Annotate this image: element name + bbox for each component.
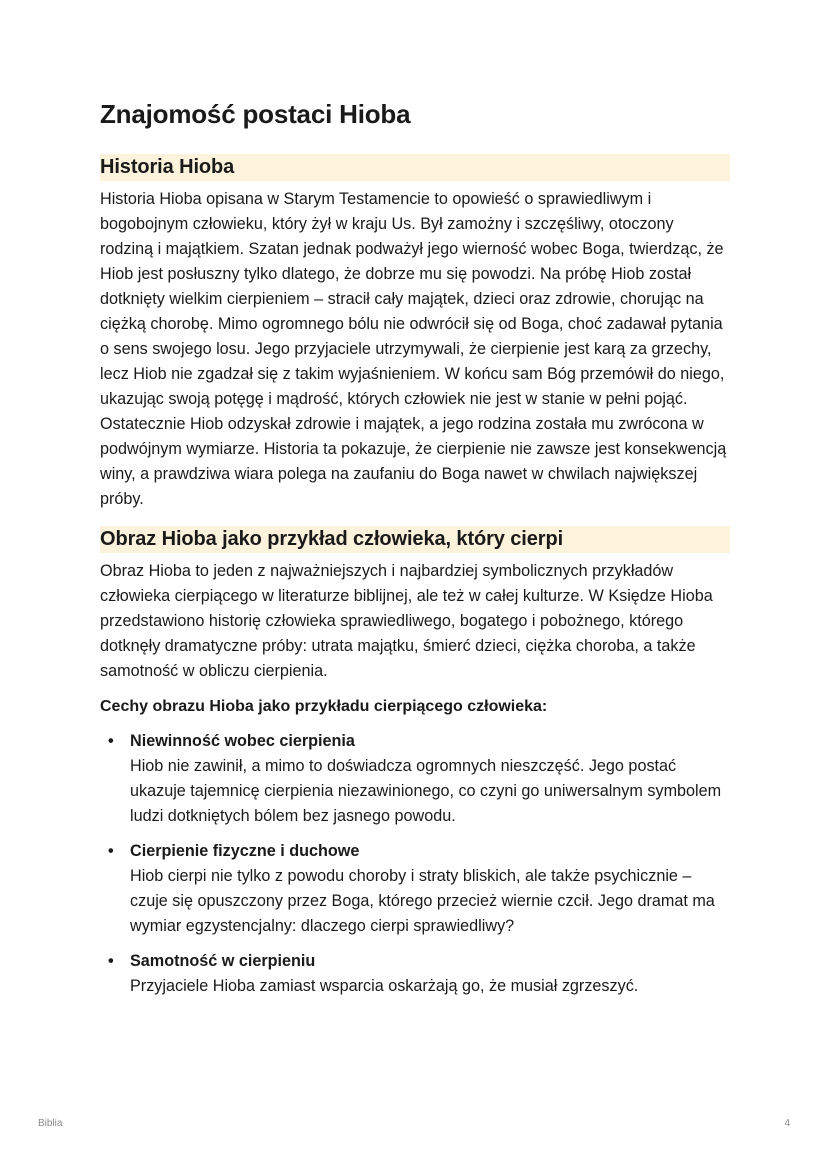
- section-heading: Historia Hioba: [100, 154, 730, 181]
- list-item-desc: Przyjaciele Hioba zamiast wsparcia oskarżają go, że musiał zgrzeszyć.: [130, 977, 639, 995]
- section-historia: [100, 154, 730, 512]
- section-heading: Obraz Hioba jako przykład człowieka, który cierpi: [100, 526, 730, 553]
- list-item: [108, 949, 730, 999]
- list-item-title: Samotność w cierpieniu: [130, 952, 316, 970]
- bullet-icon: •: [108, 842, 114, 860]
- page-title: Znajomość postaci Hioba: [100, 99, 411, 129]
- list-item-desc: Hiob cierpi nie tylko z powodu choroby i straty bliskich, ale także psychicznie – czuje się opuszczony przez Boga, którego przecież wiernie czcił. Jego dramat ma wymiar egzystencjalny: dlaczego cierpi sprawiedliwy?: [130, 867, 715, 935]
- list-item-title: Cierpienie fizyczne i duchowe: [130, 842, 360, 860]
- footer-label: Biblia: [38, 1118, 63, 1129]
- section-paragraph: Historia Hioba opisana w Starym Testamencie to opowieść o sprawiedliwym i bogobojnym człowieku, który żył w kraju Us. Był zamożny i szczęśliwy, otoczony rodziną i majątkiem. Szatan jednak podważył jego wierność wobec Boga, twierdząc, że Hiob jest posłuszny tylko dlatego, że dobrze mu się powodzi. Na próbę Hiob został dotknięty wielkim cierpieniem – stracił cały majątek, dzieci oraz zdrowie, chorując na ciężką chorobę. Mimo ogromnego bólu nie odwrócił się od Boga, choć zadawał pytania o sens swojego losu. Jego przyjaciele utrzymywali, że cierpienie jest karą za grzechy, lecz Hiob nie zgadzał się z takim wyjaśnieniem. W końcu sam Bóg przemówił do niego, ukazując swoją potęgę i mądrość, których człowiek nie jest w stanie w pełni pojąć. Ostatecznie Hiob odzyskał zdrowie i majątek, a jego rodzina została mu zwrócona w podwójnym wymiarze. Historia ta pokazuje, że cierpienie nie zawsze jest konsekwencją winy, a prawdziwa wiara polega na zaufaniu do Boga nawet w chwilach największej próby.: [100, 190, 727, 508]
- bullet-icon: •: [108, 952, 114, 970]
- list-item: [108, 839, 730, 939]
- page-number: 4: [784, 1118, 790, 1129]
- list-heading: Cechy obrazu Hioba jako przykładu cierpiącego człowieka:: [100, 698, 548, 715]
- traits-list: [100, 729, 730, 999]
- list-item-title: Niewinność wobec cierpienia: [130, 732, 355, 750]
- section-paragraph: Obraz Hioba to jeden z najważniejszych i najbardziej symbolicznych przykładów człowieka cierpiącego w literaturze biblijnej, ale też w całej kulturze. W Księdze Hioba przedstawiono historię człowieka sprawiedliwego, bogatego i pobożnego, którego dotknęły dramatyczne próby: utrata majątku, śmierć dzieci, ciężka choroba, a także samotność w obliczu cierpienia.: [100, 562, 713, 680]
- section-obraz: [100, 526, 730, 999]
- bullet-icon: •: [108, 732, 114, 750]
- list-item: [108, 729, 730, 829]
- list-item-desc: Hiob nie zawinił, a mimo to doświadcza ogromnych nieszczęść. Jego postać ukazuje tajemnicę cierpienia niezawinionego, co czyni go uniwersalnym symbolem ludzi dotkniętych bólem bez jasnego powodu.: [130, 757, 722, 825]
- document-page: [100, 96, 730, 1013]
